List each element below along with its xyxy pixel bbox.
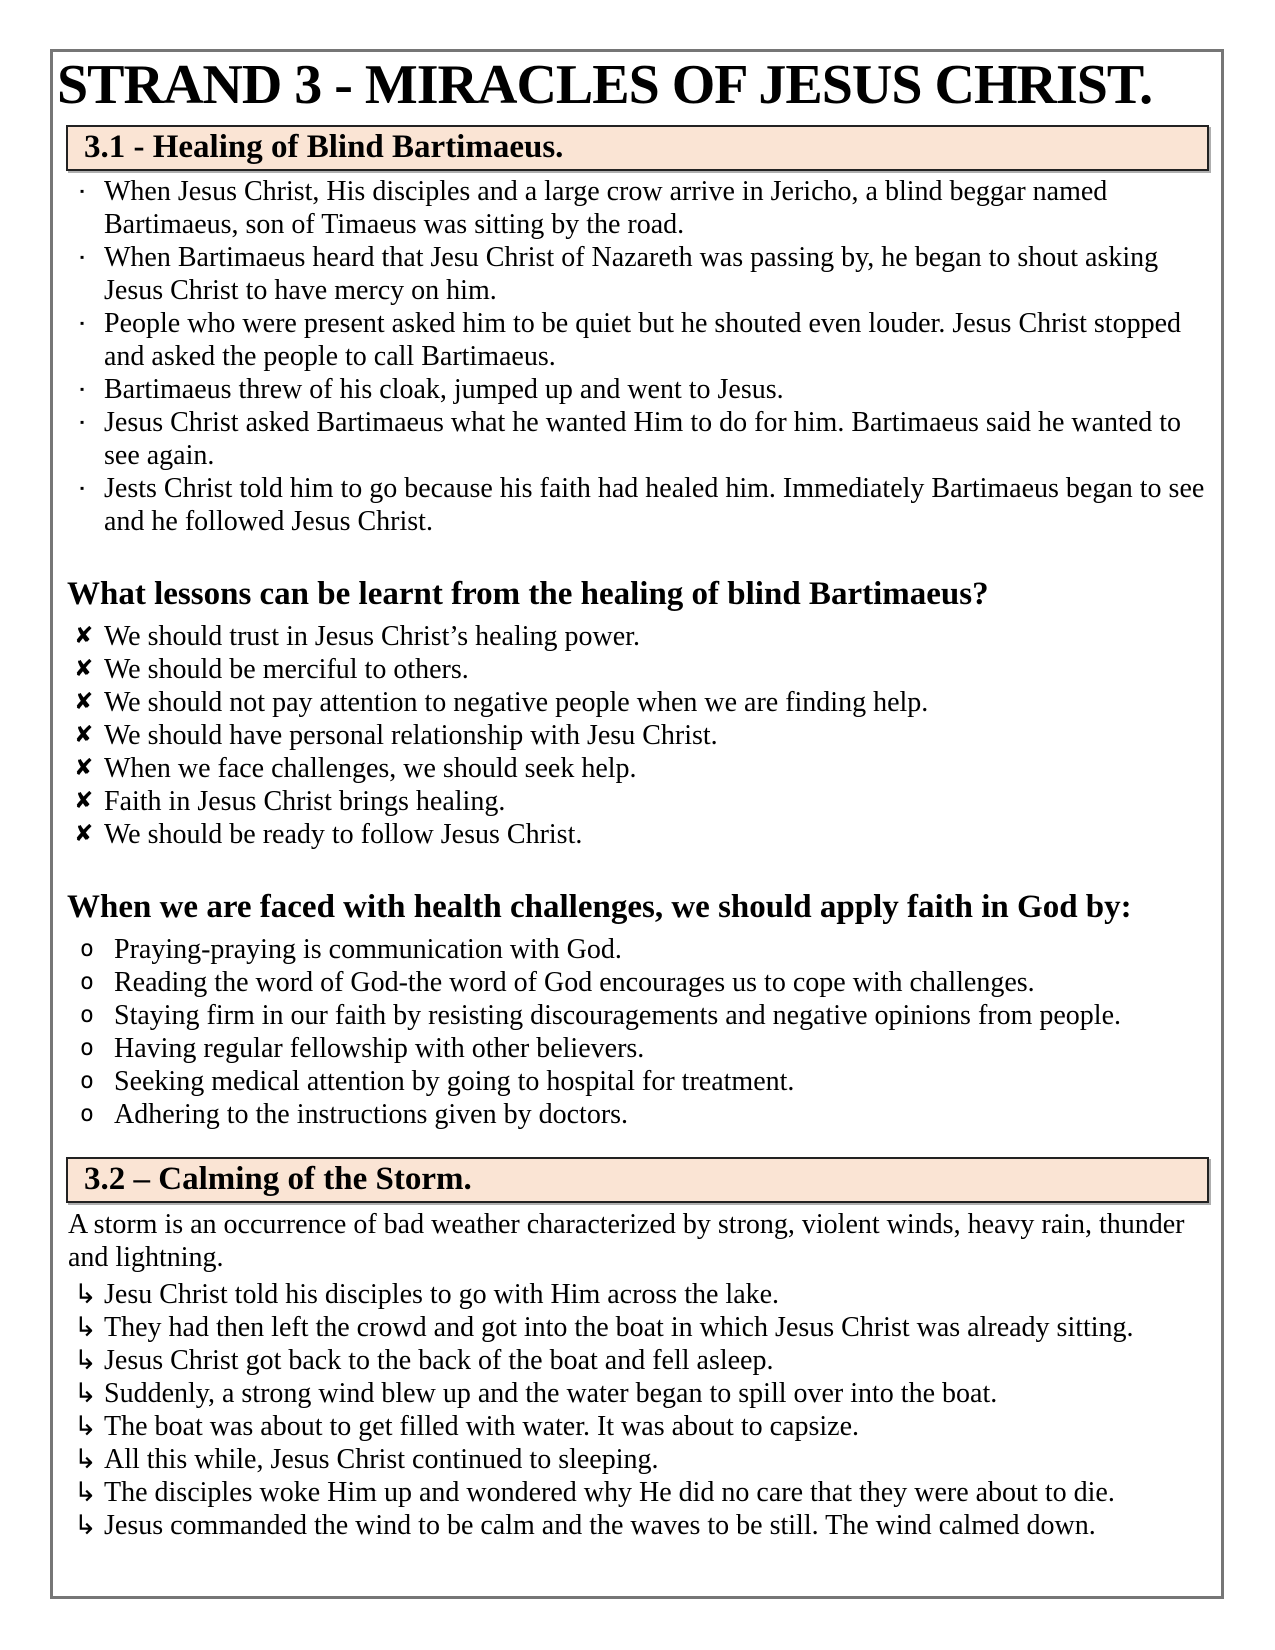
- list-item: [68, 307, 1213, 373]
- circle-bullet-icon: o: [80, 1001, 94, 1028]
- list-item: [68, 1443, 1213, 1476]
- list-item: [68, 406, 1213, 472]
- arrow-bullet-icon: ↳: [74, 1311, 97, 1343]
- list-item: [68, 999, 1213, 1032]
- list-item: [68, 1344, 1213, 1377]
- circle-bullet-icon: o: [80, 1067, 94, 1094]
- list-item-text: Adhering to the instructions given by doctors.: [114, 1098, 629, 1130]
- list-item-text: Bartimaeus threw of his cloak, jumped up and went to Jesus.: [104, 373, 784, 405]
- list-item-text: When we face challenges, we should seek help.: [104, 752, 637, 784]
- page-title: STRAND 3 - MIRACLES OF JESUS CHRIST.: [57, 54, 1153, 116]
- cross-bullet-icon: ✘: [74, 820, 94, 847]
- list-item-text: Jesus commanded the wind to be calm and the waves to be still. The wind calmed down.: [104, 1509, 1096, 1541]
- section-3-1-heading: [66, 125, 1209, 171]
- list-item-text: We should have personal relationship with Jesu Christ.: [104, 719, 718, 751]
- circle-bullet-icon: o: [80, 1100, 94, 1127]
- cross-bullet-icon: ✘: [74, 688, 94, 715]
- list-item: [68, 1476, 1213, 1509]
- list-item: [68, 1065, 1213, 1098]
- list-item-text: Jesus Christ got back to the back of the boat and fell asleep.: [104, 1344, 774, 1376]
- list-item: [68, 1410, 1213, 1443]
- list-item-text: We should not pay attention to negative people when we are finding help.: [104, 686, 929, 718]
- list-item: [68, 241, 1213, 307]
- list-item: [68, 1311, 1213, 1344]
- list-item-text: Jests Christ told him to go because his faith had healed him. Immediately Bartimaeus began to see and he followed Jesus Christ.: [104, 472, 1205, 537]
- list-item-text: People who were present asked him to be quiet but he shouted even louder. Jesus Christ stopped and asked the people to call Bartimaeus.: [104, 307, 1182, 372]
- square-bullet-icon: ▪: [80, 183, 85, 198]
- list-item-text: We should be ready to follow Jesus Christ.: [104, 818, 583, 850]
- list-item: [68, 752, 1213, 785]
- list-item-text: When Jesus Christ, His disciples and a large crow arrive in Jericho, a blind beggar named Bartimaeus, son of Timaeus was sitting by the road.: [104, 175, 1108, 240]
- list-item-text: We should be merciful to others.: [104, 653, 469, 685]
- list-item: [68, 653, 1213, 686]
- square-bullet-icon: ▪: [80, 249, 85, 264]
- cross-bullet-icon: ✘: [74, 622, 94, 649]
- list-item: [68, 1278, 1213, 1311]
- arrow-bullet-icon: ↳: [74, 1410, 97, 1442]
- list-item-text: Having regular fellowship with other believers.: [114, 1032, 645, 1064]
- arrow-bullet-icon: ↳: [74, 1476, 97, 1508]
- square-bullet-icon: ▪: [80, 414, 85, 429]
- list-item-text: Staying firm in our faith by resisting discouragements and negative opinions from people.: [114, 999, 1122, 1031]
- bartimaeus-story-list: [68, 175, 1213, 538]
- list-item-text: When Bartimaeus heard that Jesu Christ of Nazareth was passing by, he began to shout asking Jesus Christ to have mercy on him.: [104, 241, 1159, 306]
- circle-bullet-icon: o: [80, 935, 94, 962]
- list-item: [68, 933, 1213, 966]
- arrow-bullet-icon: ↳: [74, 1344, 97, 1376]
- faith-heading: When we are faced with health challenges, we should apply faith in God by:: [67, 888, 1132, 925]
- document-page: [50, 49, 1224, 1599]
- cross-bullet-icon: ✘: [74, 655, 94, 682]
- list-item: [68, 1509, 1213, 1542]
- list-item-text: Suddenly, a strong wind blew up and the water began to spill over into the boat.: [104, 1377, 998, 1409]
- list-item: [68, 818, 1213, 851]
- faith-points-list: [68, 933, 1213, 1131]
- cross-bullet-icon: ✘: [74, 721, 94, 748]
- arrow-bullet-icon: ↳: [74, 1509, 97, 1541]
- section-3-2-heading: [66, 1157, 1209, 1203]
- storm-intro-paragraph: A storm is an occurrence of bad weather characterized by strong, violent winds, heavy rain, thunder and lightning.: [68, 1208, 1185, 1273]
- list-item: [68, 620, 1213, 653]
- list-item: [68, 472, 1213, 538]
- list-item-text: Jesu Christ told his disciples to go with Him across the lake.: [104, 1278, 780, 1310]
- list-item-text: Faith in Jesus Christ brings healing.: [104, 785, 506, 817]
- list-item-text: The disciples woke Him up and wondered why He did no care that they were about to die.: [104, 1476, 1115, 1508]
- square-bullet-icon: ▪: [80, 480, 85, 495]
- arrow-bullet-icon: ↳: [74, 1278, 97, 1310]
- cross-bullet-icon: ✘: [74, 754, 94, 781]
- circle-bullet-icon: o: [80, 1034, 94, 1061]
- list-item: [68, 966, 1213, 999]
- list-item-text: They had then left the crowd and got into the boat in which Jesus Christ was already sitting.: [104, 1311, 1134, 1343]
- section-3-2-heading-text: 3.2 – Calming of the Storm.: [84, 1160, 472, 1197]
- list-item: [68, 175, 1213, 241]
- storm-events-list: [68, 1278, 1213, 1542]
- lessons-list: [68, 620, 1213, 851]
- list-item-text: We should trust in Jesus Christ’s healing power.: [104, 620, 640, 652]
- list-item: [68, 719, 1213, 752]
- list-item-text: The boat was about to get filled with water. It was about to capsize.: [104, 1410, 860, 1442]
- list-item: [68, 785, 1213, 818]
- circle-bullet-icon: o: [80, 968, 94, 995]
- arrow-bullet-icon: ↳: [74, 1443, 97, 1475]
- list-item: [68, 1377, 1213, 1410]
- list-item-text: Jesus Christ asked Bartimaeus what he wanted Him to do for him. Bartimaeus said he wanted to see again.: [104, 406, 1182, 471]
- list-item-text: Reading the word of God-the word of God encourages us to cope with challenges.: [114, 966, 1035, 998]
- square-bullet-icon: ▪: [80, 381, 85, 396]
- list-item-text: All this while, Jesus Christ continued to sleeping.: [104, 1443, 659, 1475]
- list-item: [68, 1098, 1213, 1131]
- cross-bullet-icon: ✘: [74, 787, 94, 814]
- list-item-text: Seeking medical attention by going to hospital for treatment.: [114, 1065, 795, 1097]
- lessons-heading: What lessons can be learnt from the healing of blind Bartimaeus?: [67, 575, 989, 612]
- list-item: [68, 1032, 1213, 1065]
- list-item-text: Praying-praying is communication with God.: [114, 933, 622, 965]
- list-item: [68, 373, 1213, 406]
- list-item: [68, 686, 1213, 719]
- square-bullet-icon: ▪: [80, 315, 85, 330]
- arrow-bullet-icon: ↳: [74, 1377, 97, 1409]
- section-3-1-heading-text: 3.1 - Healing of Blind Bartimaeus.: [84, 128, 564, 165]
